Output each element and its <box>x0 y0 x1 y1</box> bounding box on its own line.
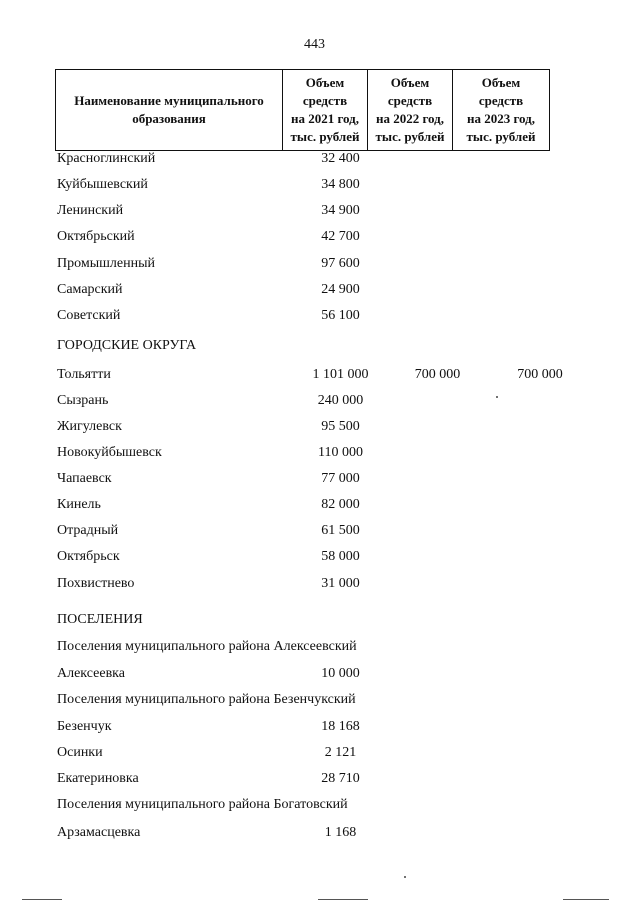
row-name: Арзамасцевка <box>57 825 141 840</box>
row-value-2021: 28 710 <box>321 771 360 786</box>
row-name: Алексеевка <box>57 666 125 681</box>
row-name: Кинель <box>57 497 101 512</box>
header-2022-line: тыс. рублей <box>375 129 445 144</box>
row-value-2022: 700 000 <box>414 367 461 382</box>
row-name: Новокуйбышевск <box>57 445 162 460</box>
subgroup-heading: Поселения муниципального района Алексеевский <box>57 639 357 654</box>
row-value-2021: 10 000 <box>321 666 360 681</box>
row-name: Осинки <box>57 745 103 760</box>
header-2022-line: средств <box>387 93 433 108</box>
row-value-2021: 56 100 <box>321 308 360 323</box>
scan-speck <box>404 876 406 878</box>
row-value-2023: 700 000 <box>517 367 563 382</box>
row-value-2021: 82 000 <box>321 497 360 512</box>
scan-artifact-line <box>22 899 62 900</box>
scan-artifact-line <box>318 899 368 900</box>
row-value-2021: 61 500 <box>321 523 360 538</box>
row-value-2021: 42 700 <box>321 229 360 244</box>
row-value-2021: 97 600 <box>321 256 360 271</box>
row-value-2021: 95 500 <box>321 419 360 434</box>
row-name: Советский <box>57 308 121 323</box>
header-2023-line: средств <box>478 93 524 108</box>
row-name: Промышленный <box>57 256 155 271</box>
header-2023-line: на 2023 год, <box>466 111 536 126</box>
subgroup-heading: Поселения муниципального района Безенчукский <box>57 692 356 707</box>
row-name: Чапаевск <box>57 471 112 486</box>
header-2023-line: тыс. рублей <box>466 129 536 144</box>
row-value-2021: 58 000 <box>321 549 360 564</box>
row-value-2021: 1 168 <box>324 825 357 840</box>
scan-artifact-line <box>563 899 609 900</box>
row-value-2021: 24 900 <box>321 282 360 297</box>
subgroup-heading: Поселения муниципального района Богатовский <box>57 797 348 812</box>
header-2021-line: Объем <box>305 75 345 90</box>
section-heading: ПОСЕЛЕНИЯ <box>57 612 143 627</box>
row-name: Безенчук <box>57 719 112 734</box>
row-name: Похвистнево <box>57 576 135 591</box>
section-heading: ГОРОДСКИЕ ОКРУГА <box>57 338 197 353</box>
row-value-2021: 240 000 <box>317 393 364 408</box>
row-name: Тольятти <box>57 367 111 382</box>
row-name: Екатериновка <box>57 771 139 786</box>
header-2021-line: тыс. рублей <box>290 129 360 144</box>
row-value-2021: 31 000 <box>321 576 360 591</box>
row-name: Сызрань <box>57 393 109 408</box>
header-2021-line: на 2021 год, <box>290 111 360 126</box>
header-name: Наименование муниципального образования <box>56 70 283 151</box>
header-2023 <box>453 70 550 151</box>
page-number: 443 <box>304 37 325 52</box>
row-name: Отрадный <box>57 523 119 538</box>
scan-speck <box>496 396 498 398</box>
row-name: Куйбышевский <box>57 177 148 192</box>
row-value-2021: 1 101 000 <box>312 367 369 382</box>
header-2022-line: Объем <box>390 75 430 90</box>
row-name: Красноглинский <box>57 151 156 166</box>
header-2021 <box>283 70 368 151</box>
row-value-2021: 32 400 <box>321 151 360 166</box>
row-value-2021: 34 800 <box>321 177 360 192</box>
row-name: Самарский <box>57 282 123 297</box>
row-name: Ленинский <box>57 203 124 218</box>
row-value-2021: 34 900 <box>321 203 360 218</box>
header-2022-line: на 2022 год, <box>375 111 445 126</box>
header-2023-line: Объем <box>481 75 521 90</box>
row-value-2021: 18 168 <box>321 719 360 734</box>
header-2021-line: средств <box>302 93 348 108</box>
row-name: Октябрьск <box>57 549 120 564</box>
row-value-2021: 2 121 <box>324 745 357 760</box>
row-value-2021: 110 000 <box>318 445 363 460</box>
row-value-2021: 77 000 <box>321 471 360 486</box>
row-name: Октябрьский <box>57 229 135 244</box>
row-name: Жигулевск <box>57 419 122 434</box>
table-header <box>55 69 550 151</box>
header-2022 <box>368 70 453 151</box>
